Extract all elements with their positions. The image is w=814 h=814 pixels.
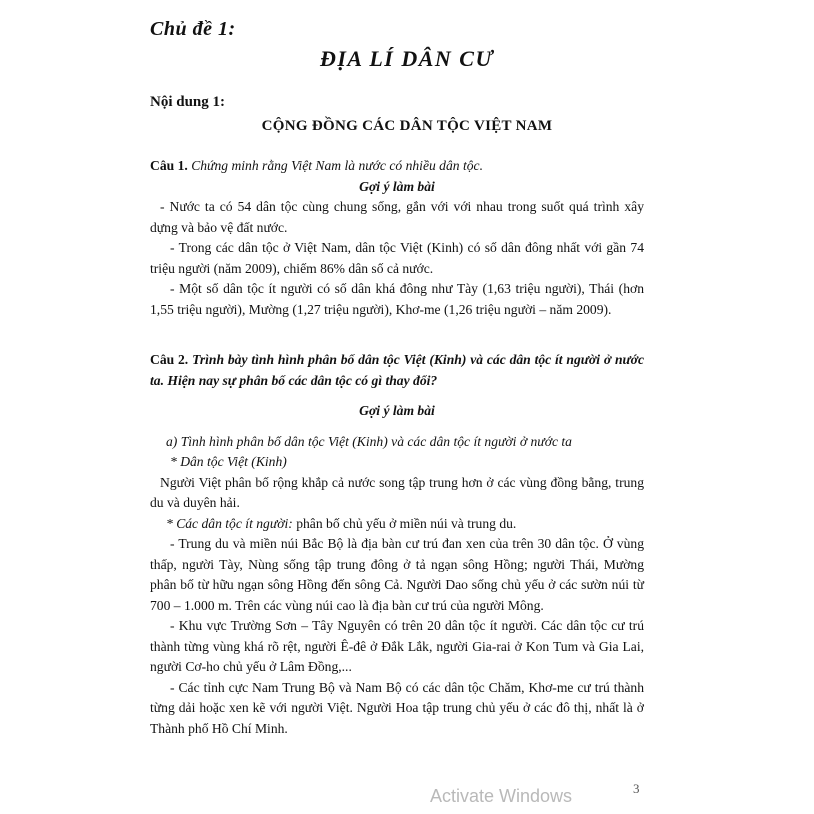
question-2-text: Trình bày tình hình phân bố dân tộc Việt (Kinh) và các dân tộc ít người ở nước ta. Hiện nay sự phân bố các dân tộc có gì thay đổi? (150, 352, 644, 388)
question-2-number: Câu 2. (150, 352, 189, 367)
question-1-paragraph-1: - Nước ta có 54 dân tộc cùng chung sống, gắn với với nhau trong suốt quá trình xây dựng và bảo vệ đất nước. (150, 199, 644, 235)
viet-heading: * Dân tộc Việt (Kinh) (170, 454, 287, 469)
topic-label: Chủ đề 1: (150, 18, 236, 40)
question-1-suggestion: Gợi ý làm bài (359, 178, 435, 194)
page-number: 3 (633, 781, 640, 796)
question-2-heading (150, 350, 644, 391)
question-2-subheading-a: a) Tình hình phân bố dân tộc Việt (Kinh) và các dân tộc ít người ở nước ta (166, 433, 572, 449)
question-2-suggestion: Gợi ý làm bài (359, 403, 435, 418)
minority-text: phân bố chủ yếu ở miền núi và trung du. (292, 515, 517, 531)
question-1-paragraph-2: - Trong các dân tộc ở Việt Nam, dân tộc Việt (Kinh) có số dân đông nhất với gần 74 triệu người (năm 2009), chiếm 86% dân số cả nước. (150, 240, 644, 276)
content-label: Nội dung 1: (150, 94, 226, 110)
minority-label: * Các dân tộc ít người: (166, 515, 293, 531)
question-1-paragraph-3: - Một số dân tộc ít người có số dân khá đông như Tày (1,63 triệu người), Thái (hơn 1,55 triệu người), Mường (1,27 triệu người), Khơ-me (1,26 triệu người – năm 2009). (150, 281, 644, 317)
viet-paragraph: Người Việt phân bố rộng khắp cả nước song tập trung hơn ở các vùng đồng bằng, trung du và duyên hải. (150, 474, 644, 510)
central-paragraph: - Khu vực Trường Sơn – Tây Nguyên có trên 20 dân tộc ít người. Các dân tộc cư trú thành từng vùng khá rõ rệt, người Ê-đê ở Đắk Lắk, người Gia-rai ở Kon Tum và Gia Lai, người Cơ-ho chủ yếu ở Lâm Đồng,... (150, 618, 644, 674)
question-1-text: Chứng minh rằng Việt Nam là nước có nhiều dân tộc. (191, 158, 483, 173)
question-1-heading (150, 156, 644, 177)
main-title: ĐỊA LÍ DÂN CƯ (319, 46, 495, 71)
south-paragraph: - Các tỉnh cực Nam Trung Bộ và Nam Bộ có các dân tộc Chăm, Khơ-me cư trú thành từng dải hoặc xen kẽ với người Việt. Người Hoa tập trung chủ yếu ở các đô thị, nhất là ở Thành phố Hồ Chí Minh. (150, 679, 644, 736)
question-1-block (150, 156, 644, 320)
section-title: CỘNG ĐỒNG CÁC DÂN TỘC VIỆT NAM (261, 118, 553, 134)
minority-paragraph (150, 514, 644, 535)
question-1-number: Câu 1. (150, 158, 188, 173)
north-paragraph: - Trung du và miền núi Bắc Bộ là địa bàn cư trú đan xen của trên 30 dân tộc. Ở vùng thấp, người Tày, Nùng sống tập trung đông ở tả ngạn sông Hồng; người Thái, Mường phân bố từ hữu ngạn sông Hồng đến sông Cả. Người Dao sống chủ yếu ở các sườn núi từ 700 – 1.000 m. Trên các vùng núi cao là địa bàn cư trú của người Mông. (150, 536, 644, 613)
activation-watermark: Activate Windows (430, 786, 573, 806)
question-2-block (150, 350, 644, 739)
